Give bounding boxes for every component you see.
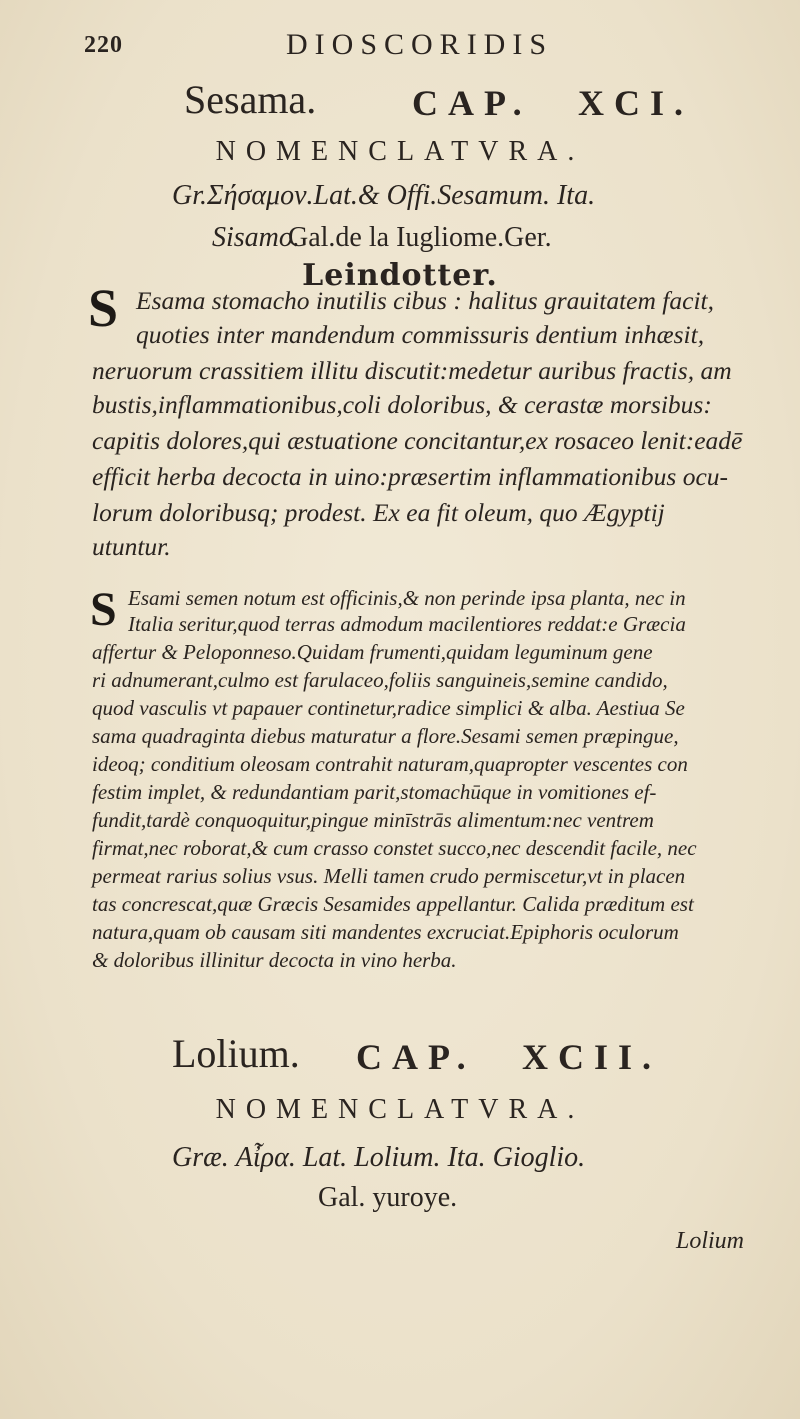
running-head — [0, 28, 800, 68]
synonym-line: Græ. Αἶρα. Lat. Lolium. Ita. Gioglio. — [172, 1142, 586, 1173]
synonym-roman: Gal.de la Iugliome.Ger. — [288, 222, 552, 253]
text-line: bustis,inflammationibus,coli doloribus, & cerastæ morsibus: — [92, 390, 712, 419]
chapter-number: XCII. — [522, 1037, 662, 1077]
catchword: Lolium — [676, 1228, 745, 1254]
text-line: lorum doloribusq; prodest. Ex ea fit oleum, quo Ægyptij — [92, 498, 665, 527]
text-line: utuntur. — [92, 532, 171, 561]
synonym-italic: Sisamo. — [212, 222, 300, 253]
nomenclature-heading: NOMENCLATVRA. — [215, 1094, 585, 1125]
chapter-heading — [0, 1030, 800, 1086]
german-name: Leindotter. — [302, 258, 498, 293]
cap-label: CAP. — [356, 1037, 476, 1077]
text-line: permeat rarius solius vsus. Melli tamen crudo permiscetur,vt in placen — [92, 864, 686, 888]
text-line: quoties inter mandendum commissuris dentium inhæsit, — [136, 320, 705, 349]
text-line: ideoq; conditium oleosam contrahit naturam,quapropter vescentes con — [92, 752, 688, 776]
text-line: quod vasculis vt papauer continetur,radice simplici & alba. Aestiua Se — [92, 696, 685, 720]
text-line: capitis dolores,qui æstuatione concitantur,ex rosaceo lenit:eadē — [92, 426, 743, 455]
chapter-number: XCI. — [578, 83, 694, 123]
text-line: & doloribus illinitur decocta in vino herba. — [92, 948, 457, 972]
synonym-line: Gr.Σήσαμον.Lat.& Offi.Sesamum. Ita. — [172, 180, 596, 211]
text-line: neruorum crassitiem illitu discutit:medetur auribus fractis, am — [92, 356, 732, 385]
text-line: affertur & Peloponneso.Quidam frumenti,quidam leguminum gene — [92, 640, 653, 664]
synonym-roman: Gal. yuroye. — [318, 1182, 458, 1213]
drop-cap: S — [88, 278, 119, 338]
plant-name: Sesama. — [184, 77, 317, 122]
text-line: natura,quam ob causam siti mandentes excruciat.Epiphoris oculorum — [92, 920, 679, 944]
text-line: fundit,tardè conquoquitur,pingue minīstrās alimentum:nec ventrem — [92, 808, 654, 832]
text-line: festim implet, & redundantiam parit,stomachūque in vomitiones ef- — [92, 780, 657, 804]
nomenclature-heading: NOMENCLATVRA. — [215, 136, 585, 167]
plant-name: Lolium. — [172, 1031, 300, 1076]
text-line: firmat,nec roborat,& cum crasso constet succo,nec descendit facile, nec — [92, 836, 697, 860]
text-line: ri adnumerant,culmo est farulaceo,foliis sanguineis,semine candido, — [92, 668, 668, 692]
cap-label: CAP. — [412, 83, 532, 123]
text-line: efficit herba decocta in uino:præsertim inflammationibus ocu- — [92, 462, 729, 491]
text-line: Esama stomacho inutilis cibus : halitus grauitatem facit, — [136, 286, 714, 315]
text-line: Italia seritur,quod terras admodum macilentiores reddat:e Græcia — [128, 612, 686, 636]
text-line: Esami semen notum est officinis,& non perinde ipsa planta, nec in — [128, 586, 686, 610]
page-number: 220 — [84, 32, 123, 58]
drop-cap: S — [90, 583, 117, 636]
running-title: DIOSCORIDIS — [286, 28, 554, 61]
text-line: tas concrescat,quæ Græcis Sesamides appellantur. Calida præditum est — [92, 892, 694, 916]
text-line: sama quadraginta diebus maturatur a flore.Sesami semen præpingue, — [92, 724, 679, 748]
chapter-heading — [0, 74, 800, 130]
